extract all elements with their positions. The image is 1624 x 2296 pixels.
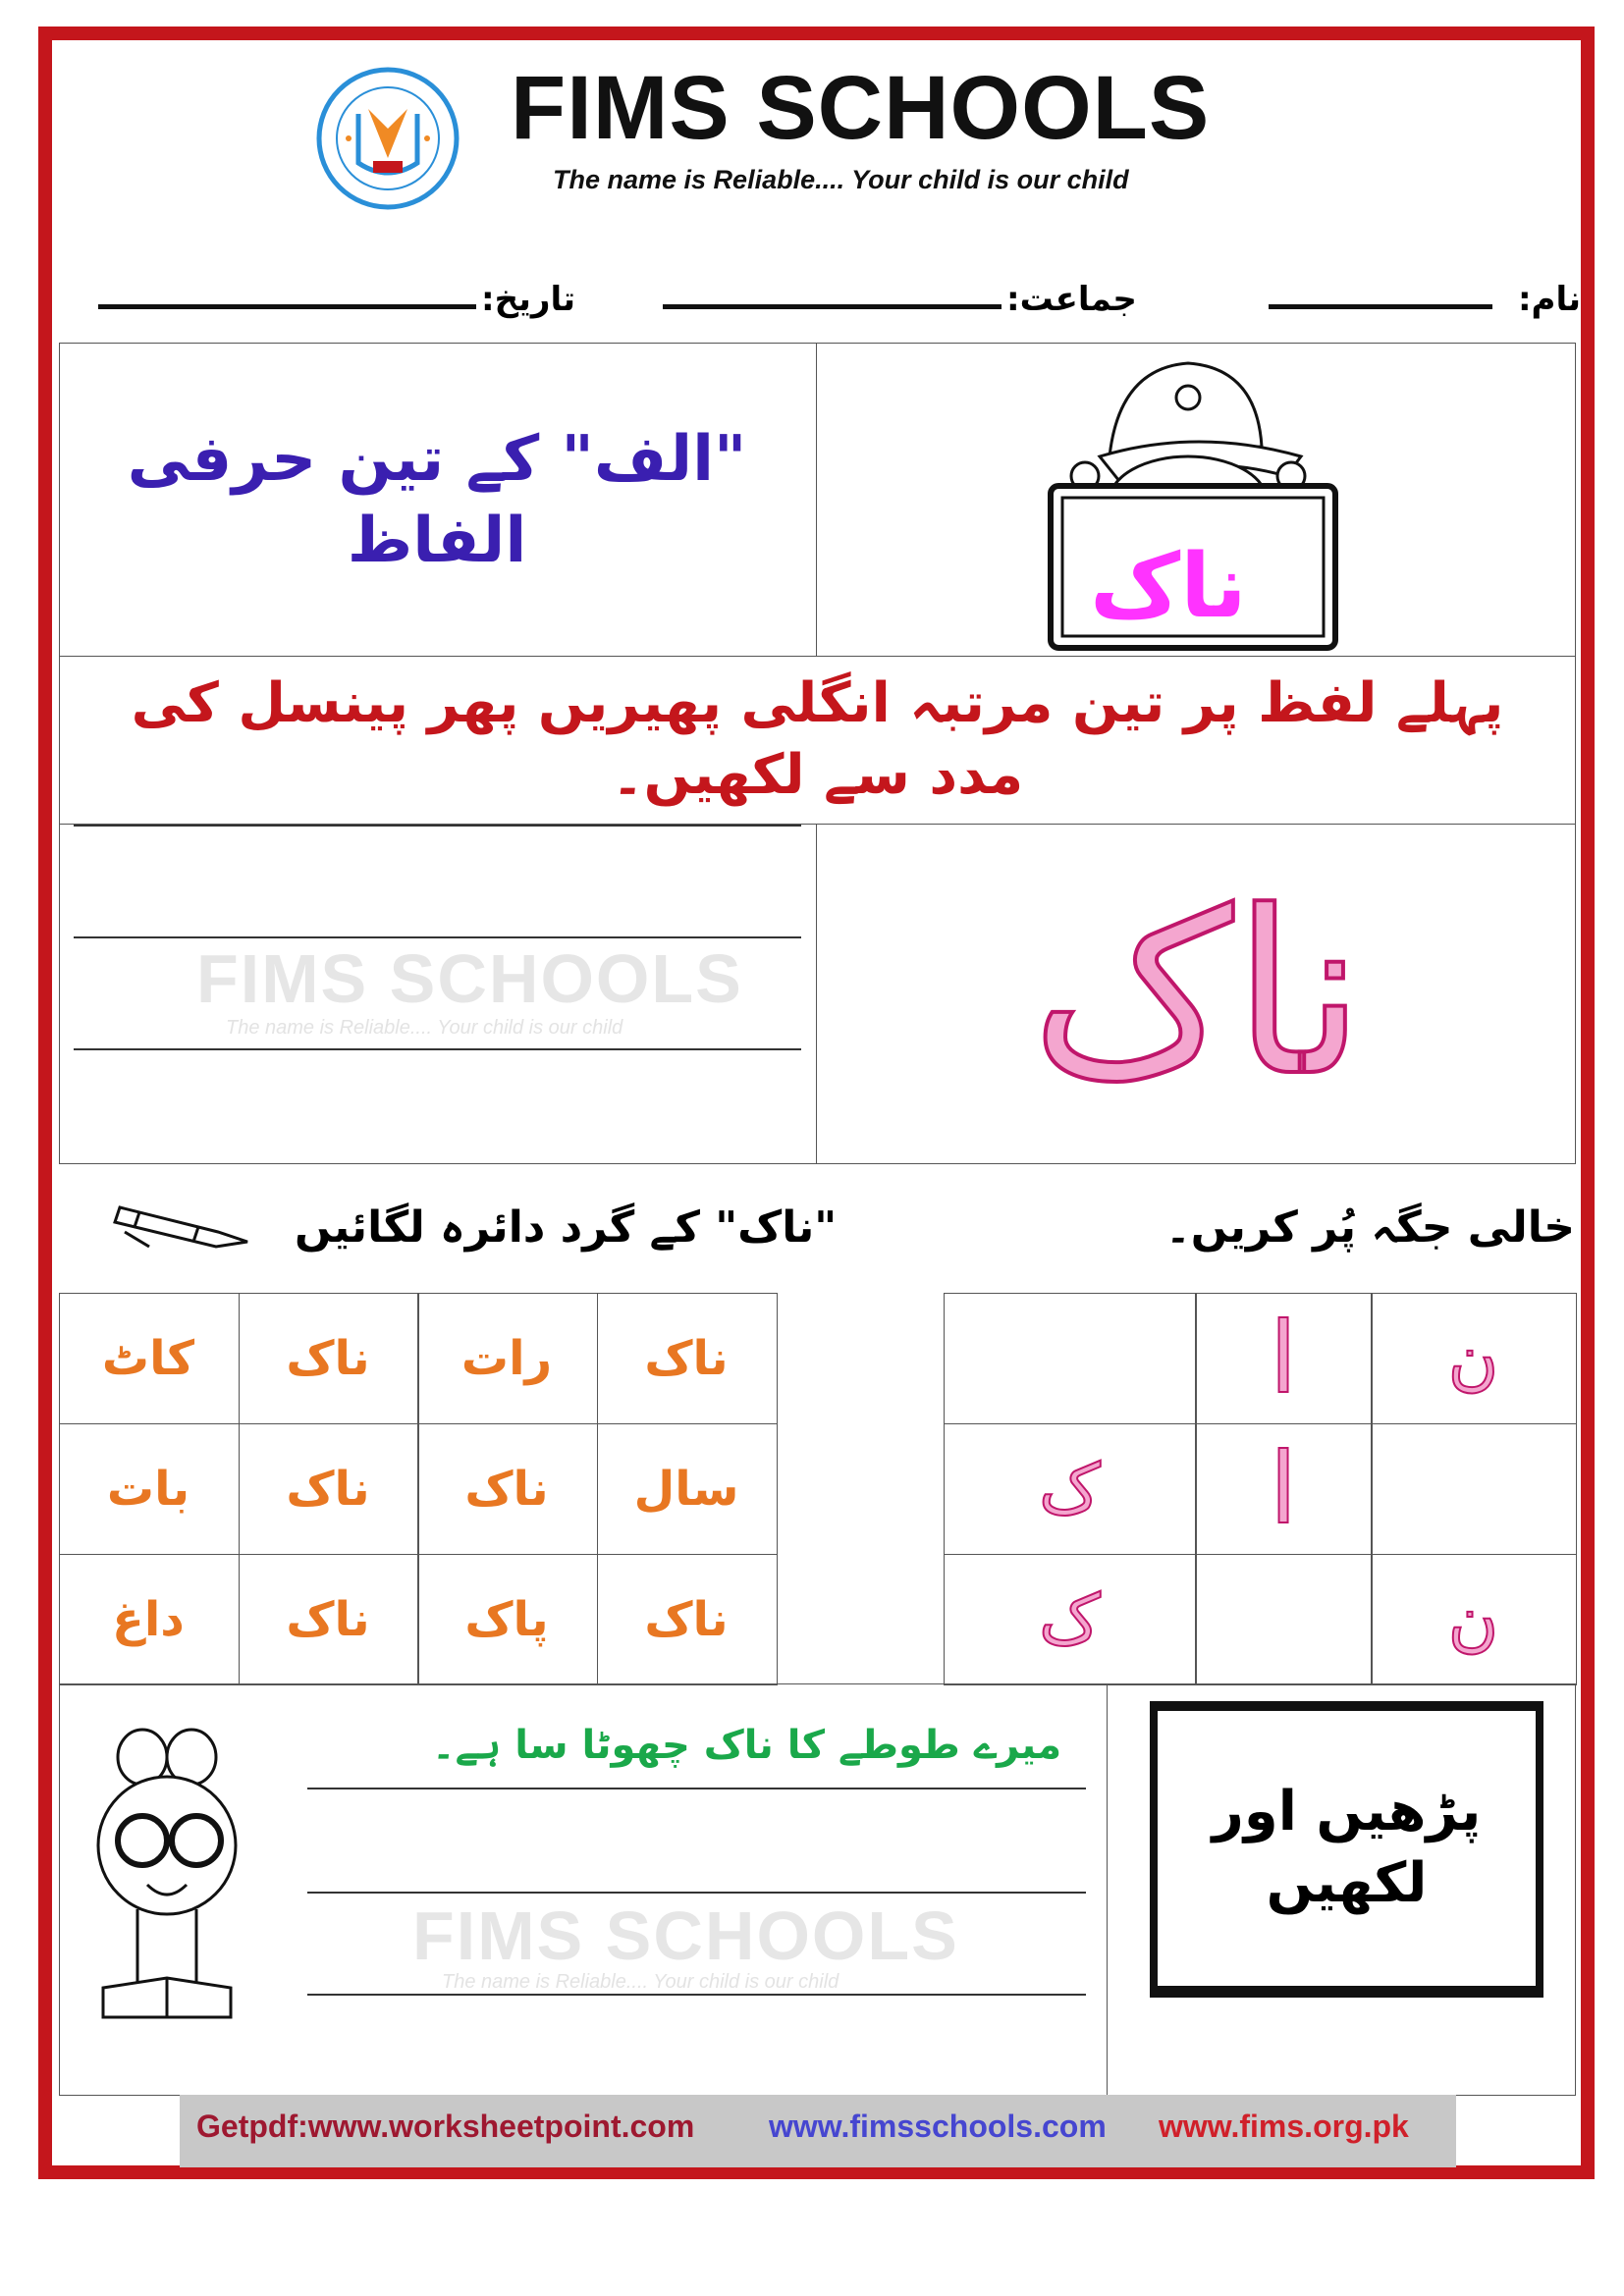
lesson-title-box [74,363,800,638]
class-field[interactable] [663,304,1001,309]
dotted-letter: ک [1039,1448,1101,1529]
dotted-letter: ک [1039,1578,1101,1660]
writing-line[interactable] [74,936,801,938]
circle-grid-word[interactable]: داغ [112,1591,185,1647]
lesson-title: "الف" کے تین حرفی الفاظ [127,422,747,577]
watermark-title: FIMS SCHOOLS [412,1897,959,1974]
circle-grid-word[interactable]: ناک [286,1330,370,1386]
writing-line[interactable] [74,825,801,827]
circle-instruction: "ناک" کے گرد دائرہ لگائیں [295,1202,838,1253]
read-write-box [1150,1701,1543,1998]
getpdf-link[interactable]: Getpdf:www.worksheetpoint.com [196,2109,695,2144]
circle-grid-word[interactable]: ناک [286,1591,370,1647]
circle-grid-word[interactable]: ناک [644,1591,729,1647]
fill-blank-cell[interactable] [944,1293,1197,1424]
watermark-title: FIMS SCHOOLS [196,940,743,1017]
circle-grid-word[interactable]: بات [106,1461,190,1517]
dotted-letter: ا [1270,1431,1297,1546]
fill-blank-cell[interactable] [1195,1554,1373,1685]
sentence-line[interactable] [307,1994,1086,1996]
writing-cell [59,824,817,1164]
dotted-letter: ا [1270,1301,1297,1415]
fill-instruction: خالی جگہ پُر کریں۔ [1164,1202,1575,1253]
girl-reading-icon [74,1728,260,2026]
instruction-box [79,660,1556,821]
dotted-letter: ن [1447,1317,1499,1399]
lesson-word: ناک [1090,535,1247,638]
writing-line[interactable] [74,1048,801,1050]
sentence-line[interactable] [307,1788,1086,1789]
fill-blank-cell[interactable] [1371,1423,1577,1555]
circle-grid-word[interactable]: ناک [644,1330,729,1386]
fimsschools-link[interactable]: www.fimsschools.com [769,2109,1107,2144]
circle-grid-word[interactable]: رات [460,1330,553,1386]
circle-grid-word[interactable]: پاک [464,1591,549,1647]
circle-grid-word[interactable]: ناک [286,1461,370,1517]
name-label: نام: [1517,280,1581,319]
circle-grid-word[interactable]: کاٹ [101,1330,195,1386]
circle-grid-word[interactable]: سال [633,1461,739,1517]
fims-org-link[interactable]: www.fims.org.pk [1159,2109,1409,2144]
class-label: جماعت: [1006,280,1137,319]
circle-grid-word[interactable]: ناک [464,1461,549,1517]
crayon-icon [110,1188,257,1260]
read-write-label: پڑھیں اور لکھیں [1212,1780,1482,1915]
instruction-text: پہلے لفظ پر تین مرتبہ انگلی پھیریں پھر پینسل کی مدد سے لکھیں۔ [131,671,1504,807]
date-label: تاریخ: [481,280,575,319]
sentence-line[interactable] [307,1892,1086,1894]
date-field[interactable] [98,304,476,309]
school-tagline: The name is Reliable.... Your child is our child [553,165,1129,194]
watermark-tagline: The name is Reliable.... Your child is our child [442,1971,839,1993]
trace-word[interactable]: ناک [1031,864,1365,1126]
watermark-tagline: The name is Reliable.... Your child is our child [226,1017,623,1039]
dotted-letter: ن [1447,1578,1499,1660]
name-field[interactable] [1269,304,1492,309]
school-logo [314,65,461,212]
school-name: FIMS SCHOOLS [511,58,1211,158]
sentence-text: میرے طوطے کا ناک چھوٹا سا ہے۔ [432,1723,1062,1768]
